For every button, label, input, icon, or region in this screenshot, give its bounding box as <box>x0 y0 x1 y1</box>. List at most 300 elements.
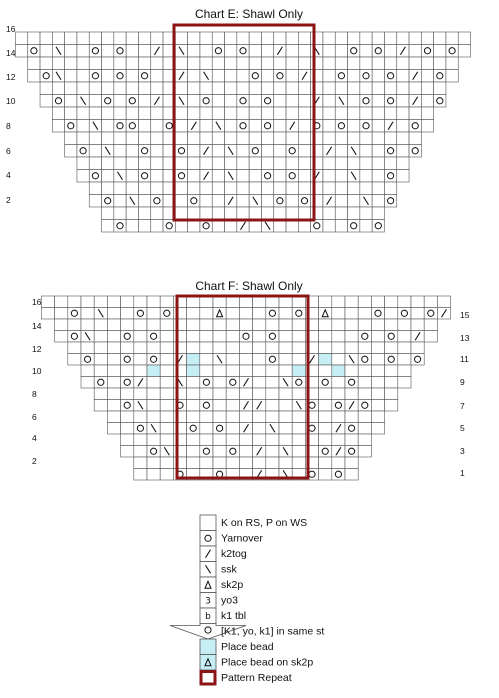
chart-cell <box>398 331 411 343</box>
chart-cell <box>319 423 332 435</box>
chart-cell <box>266 365 279 377</box>
chart-cell <box>385 342 398 354</box>
chart-cell <box>134 411 147 423</box>
chart-cell <box>213 457 226 469</box>
chart-cell <box>89 132 101 145</box>
chart-cell <box>94 354 107 366</box>
chart-cell <box>65 145 77 158</box>
chart-f-row-label-left: 6 <box>32 412 37 422</box>
chart-f-row-label-left: 12 <box>32 344 42 354</box>
chart-cell <box>332 319 345 331</box>
chart-cell <box>239 388 252 400</box>
chart-cell <box>311 70 323 83</box>
chart-cell <box>200 457 213 469</box>
chart-cell <box>237 70 249 83</box>
chart-cell <box>147 319 160 331</box>
chart-cell <box>274 132 286 145</box>
chart-cell <box>126 57 138 70</box>
chart-cell <box>424 331 437 343</box>
chart-cell <box>200 319 213 331</box>
chart-cell <box>226 365 239 377</box>
legend-label: [K1, yo, k1] in same st <box>221 625 325 638</box>
chart-cell <box>126 95 138 108</box>
chart-cell <box>371 308 384 320</box>
chart-cell <box>298 132 310 145</box>
chart-cell <box>384 182 396 195</box>
chart-cell <box>151 107 163 120</box>
chart-cell <box>274 57 286 70</box>
chart-cell <box>81 342 94 354</box>
chart-cell <box>107 319 120 331</box>
chart-cell <box>187 400 200 412</box>
chart-cell <box>292 377 305 389</box>
chart-cell <box>253 342 266 354</box>
chart-cell <box>126 132 138 145</box>
chart-cell <box>200 411 213 423</box>
chart-cell <box>134 354 147 366</box>
chart-cell <box>94 319 107 331</box>
chart-cell <box>200 354 213 366</box>
chart-cell <box>371 354 384 366</box>
chart-cell <box>319 365 332 377</box>
chart-cell <box>107 331 120 343</box>
chart-cell <box>411 308 424 320</box>
chart-cell <box>77 132 89 145</box>
chart-cell <box>121 342 134 354</box>
chart-cell <box>253 296 266 308</box>
chart-cell <box>323 70 335 83</box>
chart-cell <box>237 32 249 45</box>
chart-cell <box>372 57 384 70</box>
chart-cell <box>114 32 126 45</box>
chart-cell <box>200 195 212 208</box>
chart-cell <box>68 342 81 354</box>
chart-cell <box>187 411 200 423</box>
chart-f-row-label-right: 9 <box>460 377 465 387</box>
chart-cell <box>384 70 396 83</box>
chart-cell <box>286 145 298 158</box>
chart-cell <box>345 446 358 458</box>
chart-cell <box>126 70 138 83</box>
chart-cell <box>138 70 150 83</box>
chart-cell <box>319 342 332 354</box>
chart-cell <box>434 45 446 58</box>
chart-cell <box>446 32 458 45</box>
chart-cell <box>213 411 226 423</box>
chart-cell <box>107 388 120 400</box>
chart-cell <box>225 157 237 170</box>
chart-cell <box>279 423 292 435</box>
legend-swatch <box>200 639 216 655</box>
chart-cell <box>345 377 358 389</box>
chart-cell <box>384 195 396 208</box>
chart-cell <box>298 120 310 133</box>
chart-cell <box>77 157 89 170</box>
chart-cell <box>421 45 433 58</box>
chart-cell <box>398 342 411 354</box>
chart-cell <box>175 107 187 120</box>
chart-cell <box>323 207 335 220</box>
chart-cell <box>28 70 40 83</box>
chart-cell <box>187 446 200 458</box>
chart-cell <box>345 331 358 343</box>
chart-cell <box>286 70 298 83</box>
chart-cell <box>126 170 138 183</box>
chart-cell <box>372 182 384 195</box>
chart-cell <box>225 45 237 58</box>
chart-cell <box>348 220 360 233</box>
chart-cell <box>332 411 345 423</box>
chart-cell <box>121 319 134 331</box>
chart-cell <box>360 32 372 45</box>
chart-cell <box>311 107 323 120</box>
chart-cell <box>411 342 424 354</box>
chart-cell <box>107 296 120 308</box>
chart-cell <box>286 157 298 170</box>
chart-cell <box>52 120 64 133</box>
chart-cell <box>225 182 237 195</box>
chart-cell <box>89 170 101 183</box>
chart-cell <box>121 446 134 458</box>
chart-cell <box>274 82 286 95</box>
chart-cell <box>81 319 94 331</box>
bead-cell <box>292 365 305 377</box>
chart-cell <box>358 446 371 458</box>
chart-cell <box>175 120 187 133</box>
chart-cell <box>188 157 200 170</box>
chart-cell <box>226 319 239 331</box>
chart-cell <box>253 388 266 400</box>
legend <box>170 515 324 684</box>
chart-cell <box>348 195 360 208</box>
chart-cell <box>114 132 126 145</box>
chart-cell <box>138 82 150 95</box>
chart-cell <box>175 145 187 158</box>
chart-cell <box>371 342 384 354</box>
chart-cell <box>126 45 138 58</box>
chart-cell <box>121 296 134 308</box>
chart-cell <box>187 331 200 343</box>
chart-cell <box>384 82 396 95</box>
chart-cell <box>107 377 120 389</box>
chart-cell <box>102 120 114 133</box>
chart-cell <box>200 342 213 354</box>
chart-cell <box>384 145 396 158</box>
chart-cell <box>41 296 54 308</box>
chart-cell <box>200 365 213 377</box>
chart-cell <box>173 342 186 354</box>
chart-cell <box>358 434 371 446</box>
chart-cell <box>65 107 77 120</box>
chart-cell <box>173 423 186 435</box>
chart-cell <box>345 365 358 377</box>
chart-cell <box>52 82 64 95</box>
chart-cell <box>226 296 239 308</box>
legend-swatch <box>200 531 216 547</box>
chart-cell <box>213 342 226 354</box>
chart-cell <box>397 57 409 70</box>
chart-cell <box>266 296 279 308</box>
chart-cell <box>213 434 226 446</box>
chart-cell <box>424 319 437 331</box>
chart-cell <box>151 70 163 83</box>
chart-cell <box>266 377 279 389</box>
chart-cell <box>226 457 239 469</box>
chart-cell <box>323 82 335 95</box>
chart-cell <box>200 132 212 145</box>
chart-cell <box>292 446 305 458</box>
chart-cell <box>358 423 371 435</box>
chart-cell <box>411 319 424 331</box>
chart-cell <box>107 365 120 377</box>
chart-cell <box>458 32 470 45</box>
chart-cell <box>332 308 345 320</box>
chart-cell <box>239 365 252 377</box>
chart-cell <box>358 296 371 308</box>
chart-cell <box>121 411 134 423</box>
chart-cell <box>55 308 68 320</box>
chart-cell <box>434 57 446 70</box>
chart-cell <box>138 95 150 108</box>
chart-cell <box>274 32 286 45</box>
chart-cell <box>114 157 126 170</box>
legend-label: ssk <box>221 563 237 576</box>
chart-cell <box>126 157 138 170</box>
chart-cell <box>249 207 261 220</box>
chart-cell <box>266 457 279 469</box>
chart-f-title: Chart F: Shawl Only <box>195 279 303 293</box>
chart-cell <box>225 57 237 70</box>
chart-cell <box>409 82 421 95</box>
chart-cell <box>311 207 323 220</box>
chart-cell <box>409 145 421 158</box>
chart-cell <box>200 182 212 195</box>
chart-cell <box>446 70 458 83</box>
chart-f-row-label-right: 3 <box>460 446 465 456</box>
chart-cell <box>345 319 358 331</box>
chart-cell <box>187 388 200 400</box>
chart-cell <box>226 331 239 343</box>
chart-cell <box>279 411 292 423</box>
chart-cell <box>253 411 266 423</box>
chart-cell <box>239 446 252 458</box>
chart-cell <box>371 296 384 308</box>
chart-cell <box>371 331 384 343</box>
chart-cell <box>81 354 94 366</box>
chart-cell <box>332 342 345 354</box>
chart-cell <box>358 365 371 377</box>
chart-cell <box>102 207 114 220</box>
chart-cell <box>323 120 335 133</box>
chart-cell <box>292 342 305 354</box>
chart-cell <box>239 411 252 423</box>
chart-cell <box>249 95 261 108</box>
chart-cell <box>138 157 150 170</box>
chart-cell <box>292 411 305 423</box>
chart-cell <box>114 45 126 58</box>
chart-e-title: Chart E: Shawl Only <box>194 7 304 21</box>
chart-cell <box>89 57 101 70</box>
chart-cell <box>89 82 101 95</box>
chart-cell <box>213 365 226 377</box>
chart-cell <box>107 423 120 435</box>
chart-cell <box>212 195 224 208</box>
chart-cell <box>384 45 396 58</box>
chart-e-row-label: 2 <box>6 195 11 205</box>
chart-cell <box>266 400 279 412</box>
chart-cell <box>173 457 186 469</box>
chart-cell <box>237 107 249 120</box>
chart-cell <box>188 45 200 58</box>
legend-symbol: 3 <box>205 596 211 607</box>
chart-cell <box>114 107 126 120</box>
chart-cell <box>175 182 187 195</box>
chart-cell <box>188 145 200 158</box>
chart-cell <box>121 400 134 412</box>
chart-cell <box>398 308 411 320</box>
chart-cell <box>371 319 384 331</box>
chart-cell <box>114 57 126 70</box>
chart-cell <box>360 70 372 83</box>
chart-cell <box>323 45 335 58</box>
chart-cell <box>40 95 52 108</box>
chart-cell <box>311 195 323 208</box>
chart-cell <box>319 296 332 308</box>
chart-cell <box>147 331 160 343</box>
chart-cell <box>434 70 446 83</box>
chart-cell <box>385 365 398 377</box>
chart-cell <box>274 70 286 83</box>
chart-cell <box>212 70 224 83</box>
chart-cell <box>160 388 173 400</box>
chart-cell <box>292 354 305 366</box>
chart-cell <box>397 132 409 145</box>
chart-cell <box>372 32 384 45</box>
chart-cell <box>360 57 372 70</box>
chart-cell <box>279 365 292 377</box>
chart-cell <box>348 182 360 195</box>
chart-cell <box>274 107 286 120</box>
chart-cell <box>345 296 358 308</box>
legend-label: sk2p <box>221 579 244 591</box>
chart-cell <box>147 400 160 412</box>
chart-cell <box>249 45 261 58</box>
chart-cell <box>134 319 147 331</box>
chart-cell <box>175 132 187 145</box>
chart-cell <box>261 207 273 220</box>
chart-cell <box>298 170 310 183</box>
chart-cell <box>160 354 173 366</box>
chart-cell <box>298 57 310 70</box>
chart-cell <box>187 319 200 331</box>
chart-cell <box>40 57 52 70</box>
chart-f-row-label-left: 2 <box>32 456 37 466</box>
chart-cell <box>175 57 187 70</box>
chart-cell <box>237 57 249 70</box>
chart-cell <box>175 170 187 183</box>
chart-cell <box>226 400 239 412</box>
chart-cell <box>332 434 345 446</box>
chart-cell <box>348 57 360 70</box>
chart-cell <box>298 82 310 95</box>
chart-cell <box>372 45 384 58</box>
chart-cell <box>385 377 398 389</box>
chart-cell <box>274 157 286 170</box>
legend-label: Pattern Repeat <box>221 672 292 684</box>
legend-label: Place bead <box>221 641 274 653</box>
chart-cell <box>323 57 335 70</box>
chart-cell <box>274 195 286 208</box>
chart-cell <box>237 95 249 108</box>
chart-cell <box>68 308 81 320</box>
chart-cell <box>237 120 249 133</box>
chart-cell <box>335 195 347 208</box>
chart-cell <box>261 157 273 170</box>
chart-cell <box>15 45 27 58</box>
chart-cell <box>107 308 120 320</box>
chart-cell <box>213 319 226 331</box>
chart-cell <box>52 57 64 70</box>
chart-cell <box>384 57 396 70</box>
chart-cell <box>286 182 298 195</box>
chart-cell <box>138 45 150 58</box>
chart-cell <box>212 95 224 108</box>
chart-cell <box>147 342 160 354</box>
chart-cell <box>65 45 77 58</box>
chart-cell <box>372 120 384 133</box>
chart-cell <box>372 95 384 108</box>
chart-cell <box>173 400 186 412</box>
chart-cell <box>213 400 226 412</box>
chart-cell <box>107 354 120 366</box>
chart-cell <box>421 107 433 120</box>
chart-cell <box>261 45 273 58</box>
chart-cell <box>147 308 160 320</box>
chart-e-grid <box>15 25 470 232</box>
chart-cell <box>81 377 94 389</box>
chart-cell <box>65 70 77 83</box>
chart-cell <box>28 32 40 45</box>
chart-cell <box>187 423 200 435</box>
chart-cell <box>173 296 186 308</box>
chart-e-row-label: 10 <box>6 96 16 106</box>
chart-cell <box>126 120 138 133</box>
chart-cell <box>335 207 347 220</box>
chart-cell <box>68 354 81 366</box>
chart-cell <box>212 107 224 120</box>
chart-cell <box>434 95 446 108</box>
chart-cell <box>249 182 261 195</box>
chart-cell <box>398 377 411 389</box>
chart-cell <box>332 354 345 366</box>
chart-cell <box>114 120 126 133</box>
chart-cell <box>424 296 437 308</box>
chart-cell <box>335 170 347 183</box>
chart-cell <box>409 45 421 58</box>
chart-cell <box>138 57 150 70</box>
chart-cell <box>160 423 173 435</box>
chart-cell <box>28 57 40 70</box>
chart-cell <box>226 308 239 320</box>
chart-cell <box>65 32 77 45</box>
chart-cell <box>68 296 81 308</box>
chart-cell <box>107 411 120 423</box>
chart-cell <box>434 32 446 45</box>
chart-cell <box>188 32 200 45</box>
chart-cell <box>200 400 213 412</box>
chart-cell <box>385 296 398 308</box>
chart-cell <box>279 388 292 400</box>
